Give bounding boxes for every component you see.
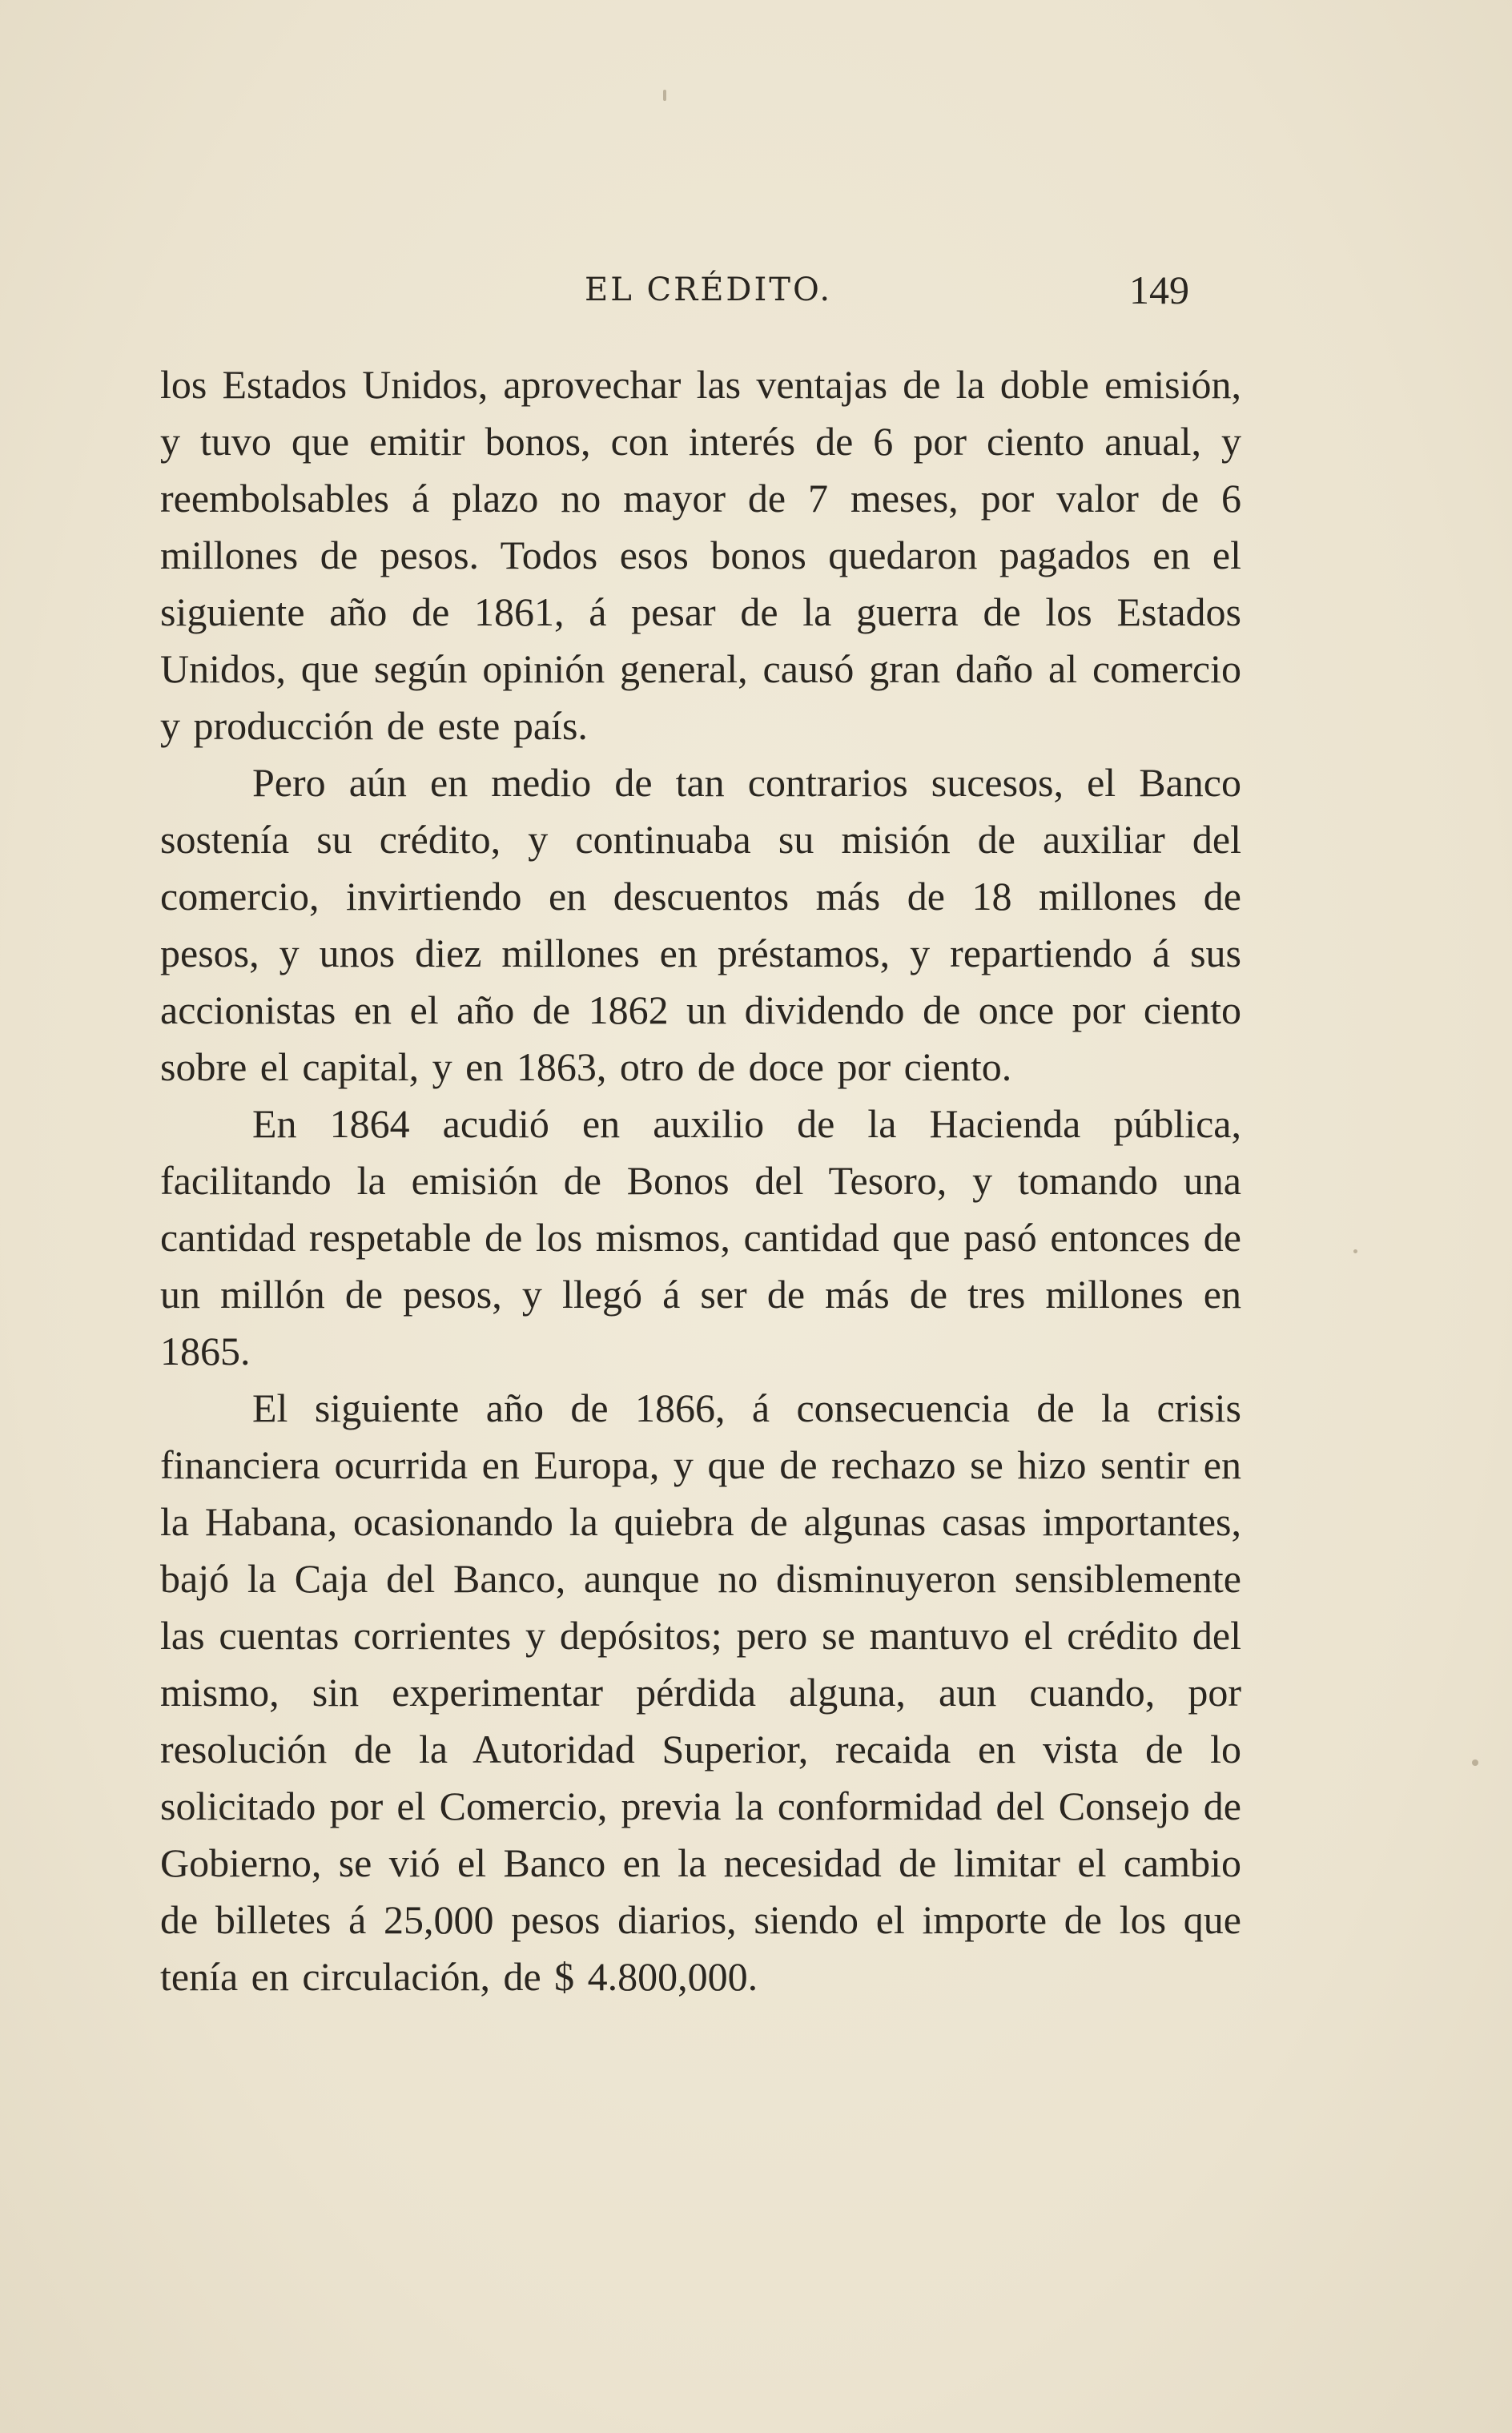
- body-text: [160, 356, 1241, 2005]
- paragraph-1: los Estados Unidos, aprovechar las ventajas de la doble emisión, y tuvo que emitir bonos, con interés de 6 por ciento anual, y reembolsables á plazo no mayor de 7 meses, por valor de 6 millones de pesos. Todos esos bonos quedaron pagados en el siguiente año de 1861, á pesar de la guerra de los Estados Unidos, que según opinión general, causó gran daño al comercio y producción de este país.: [160, 362, 1241, 748]
- paragraph-2: Pero aún en medio de tan contrarios sucesos, el Banco sostenía su crédito, y continuaba su misión de auxiliar del comercio, invirtiendo en descuentos más de 18 millones de pesos, y unos diez millones en préstamos, y repartiendo á sus accionistas en el año de 1862 un dividendo de once por ciento sobre el capital, y en 1863, otro de doce por ciento.: [160, 760, 1241, 1089]
- paper-speck: [1353, 1249, 1357, 1253]
- running-head: EL CRÉDITO.: [585, 271, 833, 308]
- paper-speck: [1472, 1759, 1478, 1766]
- paragraph-4: El siguiente año de 1866, á consecuencia de la crisis financiera ocurrida en Europa, y que de rechazo se hizo sentir en la Habana, ocasionando la quiebra de algunas casas importantes, bajó la Caja del Banco, aunque no disminuyeron sensiblemente las cuentas corrientes y depósitos; pero se mantuvo el crédito del mismo, sin experimentar pérdida alguna, aun cuando, por resolución de la Autoridad Superior, recaida en vista de lo solicitado por el Comercio, previa la conformidad del Consejo de Gobierno, se vió el Banco en la necesidad de limitar el cambio de billetes á 25,000 pesos diarios, siendo el importe de los que tenía en circulación, de $ 4.800,000.: [160, 1385, 1241, 1999]
- page-number: 149: [1129, 267, 1189, 312]
- paragraph-3: En 1864 acudió en auxilio de la Hacienda pública, facilitando la emisión de Bonos del Tesoro, y tomando una cantidad respetable de los mismos, cantidad que pasó entonces de un millón de pesos, y llegó á ser de más de tres millones en 1865.: [160, 1101, 1241, 1373]
- paper-speck: [663, 90, 666, 101]
- page-header: [160, 266, 1241, 314]
